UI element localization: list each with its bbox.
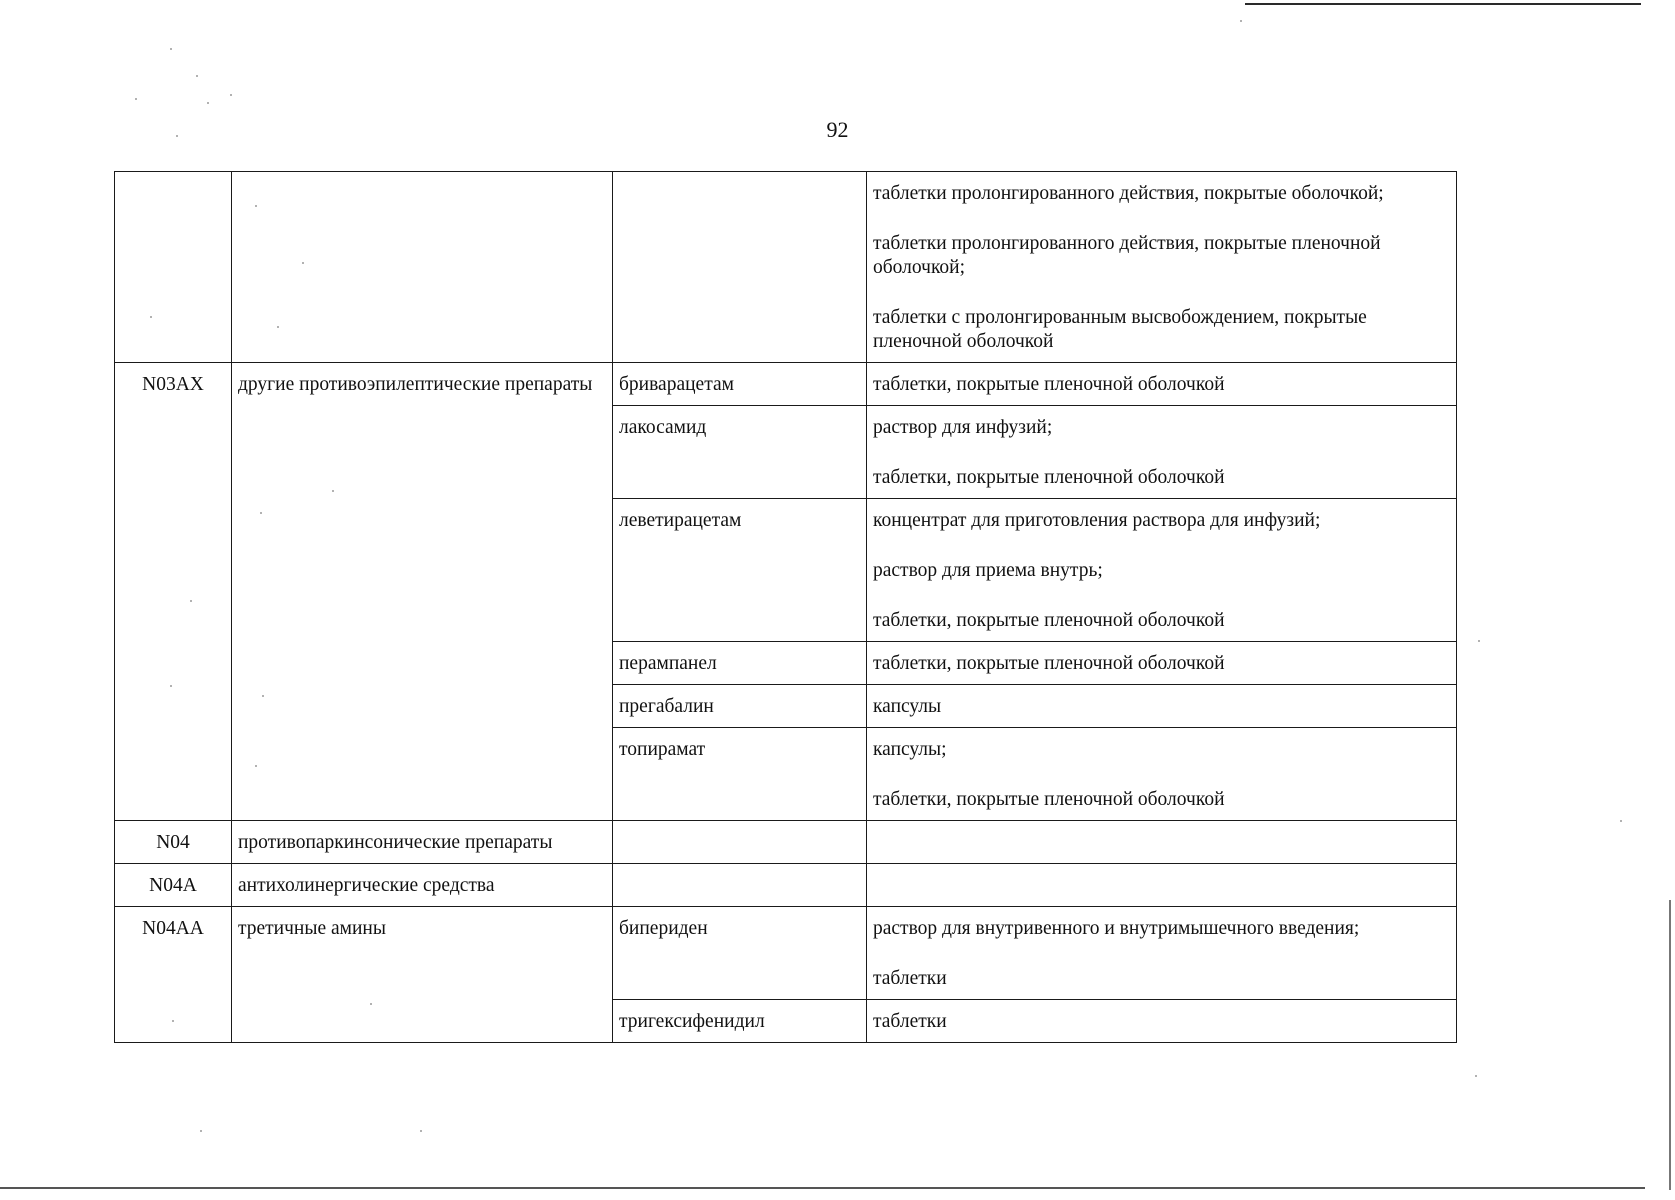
drug-name-cell: бриварацетам <box>613 363 867 406</box>
atc-code-cell: N04 <box>115 821 232 864</box>
dosage-form-text: таблетки <box>873 1011 947 1032</box>
dosage-forms-cell <box>867 363 1457 406</box>
dosage-form-text: таблетки, покрытые пленочной оболочкой <box>873 653 1225 674</box>
dosage-form-text: концентрат для приготовления раствора для инфузий; <box>873 510 1321 531</box>
drug-table <box>114 171 1457 1043</box>
drug-name-cell: бипериден <box>613 907 867 1000</box>
dosage-forms-cell <box>867 406 1457 499</box>
table-row <box>115 172 1457 363</box>
dosage-forms-cell <box>867 685 1457 728</box>
dosage-forms-cell <box>867 1000 1457 1043</box>
dosage-form-text: таблетки, покрытые пленочной оболочкой <box>873 789 1225 810</box>
dosage-forms-cell <box>867 864 1457 907</box>
table-body <box>115 172 1457 1043</box>
dosage-form-text: таблетки, покрытые пленочной оболочкой <box>873 467 1225 488</box>
page-number: 92 <box>826 117 849 142</box>
drug-name-cell: тригексифенидил <box>613 1000 867 1043</box>
group-name-cell: третичные амины <box>232 907 613 1043</box>
dosage-form-text: капсулы; <box>873 739 947 760</box>
dosage-form-text: таблетки, покрытые пленочной оболочкой <box>873 610 1225 631</box>
dosage-form-text: таблетки пролонгированного действия, покрытые оболочкой; <box>873 183 1384 204</box>
atc-code-cell: N03AX <box>115 363 232 821</box>
table-row <box>115 864 1457 907</box>
table-row <box>115 363 1457 406</box>
atc-code-cell: N04A <box>115 864 232 907</box>
scan-border-bottom <box>0 1187 1645 1189</box>
dosage-form-text: таблетки пролонгированного действия, покрытые пленочной оболочкой; <box>873 233 1381 278</box>
group-name-cell: противопаркинсонические препараты <box>232 821 613 864</box>
dosage-form-text: раствор для инфузий; <box>873 417 1053 438</box>
drug-name-cell: прегабалин <box>613 685 867 728</box>
table-row <box>115 907 1457 1000</box>
table-row <box>115 821 1457 864</box>
atc-code-cell <box>115 172 232 363</box>
drug-name-cell: лакосамид <box>613 406 867 499</box>
dosage-forms-cell <box>867 728 1457 821</box>
drug-name-cell: топирамат <box>613 728 867 821</box>
dosage-form-text: таблетки с пролонгированным высвобождением, покрытые пленочной оболочкой <box>873 307 1367 352</box>
group-name-cell <box>232 172 613 363</box>
group-name-cell: другие противоэпилептические препараты <box>232 363 613 821</box>
dosage-forms-cell <box>867 172 1457 363</box>
drug-name-cell: леветирацетам <box>613 499 867 642</box>
drug-name-cell <box>613 172 867 363</box>
dosage-form-text: раствор для приема внутрь; <box>873 560 1103 581</box>
dosage-forms-cell <box>867 499 1457 642</box>
drug-name-cell <box>613 821 867 864</box>
scan-border-right <box>1669 900 1671 1190</box>
dosage-form-text: таблетки, покрытые пленочной оболочкой <box>873 374 1225 395</box>
dosage-forms-cell <box>867 821 1457 864</box>
dosage-forms-cell <box>867 642 1457 685</box>
group-name-cell: антихолинергические средства <box>232 864 613 907</box>
dosage-form-text: капсулы <box>873 696 942 717</box>
drug-name-cell: перампанел <box>613 642 867 685</box>
dosage-forms-cell <box>867 907 1457 1000</box>
dosage-form-text: раствор для внутривенного и внутримышечного введения; <box>873 918 1360 939</box>
scan-border-top <box>1245 3 1641 5</box>
atc-code-cell: N04AA <box>115 907 232 1043</box>
dosage-form-text: таблетки <box>873 968 947 989</box>
drug-name-cell <box>613 864 867 907</box>
